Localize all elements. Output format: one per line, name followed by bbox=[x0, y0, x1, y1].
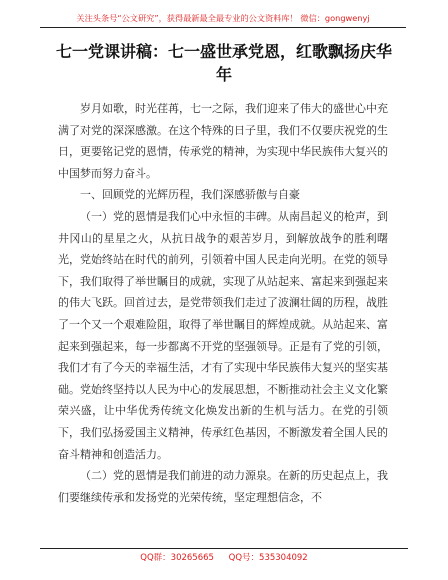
qq-id-info bbox=[229, 553, 308, 563]
document-body bbox=[58, 98, 388, 508]
header-banner: 关注头条号“公文研究”，获得最新最全最专业的公文资料库！ 微信：gongwenyj bbox=[40, 10, 406, 28]
document-title: 七一党课讲稿：七一盛世承党恩，红歌飘扬庆华年 bbox=[56, 42, 393, 84]
section-heading: 一、回顾党的光辉历程，我们深感骄傲与自豪 bbox=[80, 188, 300, 202]
qq-id-number: 535304092 bbox=[259, 553, 308, 563]
qq-group-info bbox=[140, 553, 214, 563]
body-paragraph: （二）党的恩情是我们前进的动力源泉。在新的历史起点上，我们要继续传承和发扬党的光荣传统，坚定理想信念，不 bbox=[58, 469, 388, 504]
qq-id-label: QQ号： bbox=[228, 553, 260, 563]
footer-contact bbox=[40, 548, 408, 567]
qq-group-label: QQ群： bbox=[140, 553, 171, 563]
intro-paragraph: 岁月如歌，时光荏苒，七一之际，我们迎来了伟大的盛世心中充满了对党的深深感激。在这个特殊的日子里，我们不仅要庆祝党的生日，更要铭记党的恩情，传承党的精神，为实现中华民族伟大复兴的中国梦而努力奋斗。 bbox=[58, 102, 388, 180]
body-paragraph: （一）党的恩情是我们心中永恒的丰碑。从南昌起义的枪声，到井冈山的星星之火，从抗日战争的艰苦岁月，到解放战争的胜利曙光，党始终站在时代的前列，引领着中国人民走向光明。在党的领导下，我们取得了举世瞩目的成就，实现了从站起来、富起来到强起来的伟大飞跃。回首过去，是党带领我们走过了波澜壮阔的历程，战胜了一个又一个艰难险阻，取得了举世瞩目的辉煌成就。从站起来、富起来到强起来，每一步都离不开党的坚强领导。正是有了党的引领，我们才有了今天的幸福生活，才有了实现中华民族伟大复兴的坚实基础。党始终坚持以人民为中心的发展思想，不断推动社会主义文化繁荣兴盛，让中华优秀传统文化焕发出新的生机与活力。在党的引领下，我们弘扬爱国主义精神，传承红色基因，不断激发着全国人民的奋斗精神和创造活力。 bbox=[58, 209, 388, 461]
qq-group-number: 30265665 bbox=[170, 553, 214, 563]
